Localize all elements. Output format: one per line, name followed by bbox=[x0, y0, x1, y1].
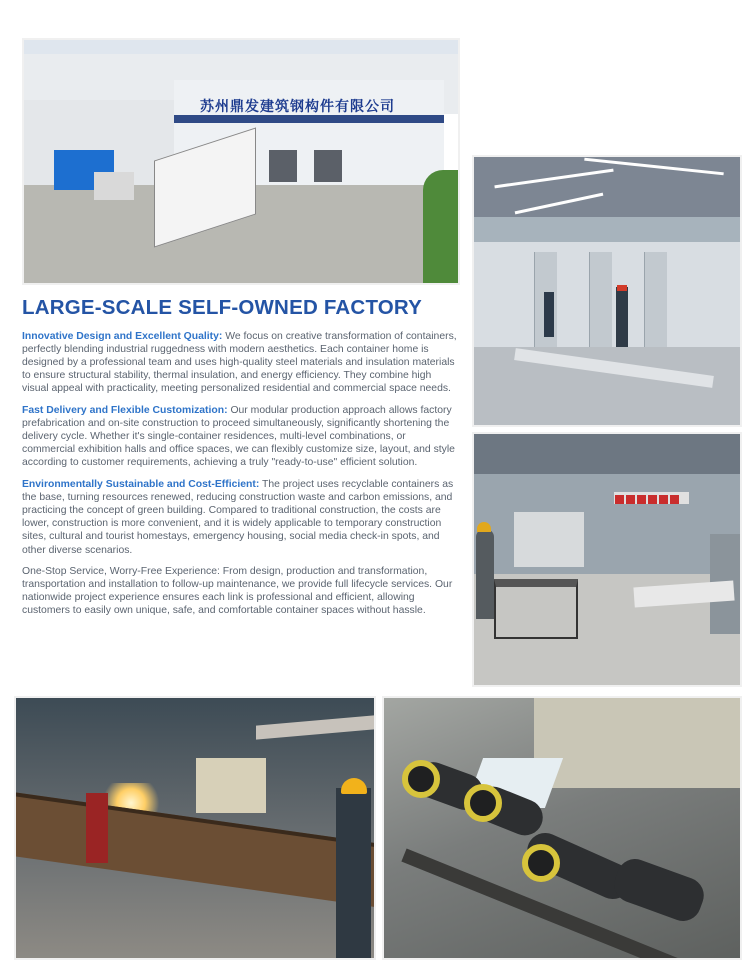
steel-pipes-photo bbox=[382, 696, 742, 960]
paragraph-body: Our modular production approach allows factory prefabrication and on-site construction to proceed simultaneously, significantly shortening the delivery cycle. Whether it's single-container residences, multi-level combinations, or commercial exhibition halls and office spaces, we can flexibly customize size, layout, and style according to customer requirements, achieving a truly "ready-to-use" efficient solution. bbox=[22, 404, 455, 469]
paragraph-design bbox=[22, 330, 460, 396]
paragraph-sustainable bbox=[22, 478, 460, 557]
workshop-interior-photo bbox=[472, 432, 742, 687]
welding-photo bbox=[14, 696, 376, 960]
paragraph-lead: Environmentally Sustainable and Cost-Efficient: bbox=[22, 478, 260, 490]
paragraph-delivery bbox=[22, 404, 460, 470]
page-title: LARGE-SCALE SELF-OWNED FACTORY bbox=[22, 296, 423, 319]
paragraph-lead: Fast Delivery and Flexible Customization: bbox=[22, 404, 228, 416]
factory-sign: 苏州鼎发建筑钢构件有限公司 bbox=[200, 98, 395, 114]
paragraph-body: One-Stop Service, Worry-Free Experience: From design, production and transformation, transportation and installation to follow-up maintenance, we provide full lifecycle services. Our nationwide project experience ensures each link is professional and efficient, allowing customers to easily own unique, safe, and comfortable container spaces without hassle. bbox=[22, 565, 453, 617]
paragraph-service bbox=[22, 565, 460, 618]
workshop-banner bbox=[614, 492, 689, 504]
factory-description bbox=[22, 296, 460, 618]
paragraph-body: The project uses recyclable containers as the base, turning resources renewed, reducing construction waste and carbon emissions, and practicing the concept of green building. Compared to traditional construction, the costs are lower, construction is more convenient, and it is widely applicable to temporary construction sites, cultural and tourist homestays, emergency housing, social media check-in spots, and other diverse scenarios. bbox=[22, 478, 454, 556]
factory-exterior-photo bbox=[22, 38, 460, 285]
paragraph-lead: Innovative Design and Excellent Quality: bbox=[22, 330, 223, 342]
workshop-prefab-photo bbox=[472, 155, 742, 427]
paragraph-body: We focus on creative transformation of containers, perfectly blending industrial ruggedness with modern aesthetics. Each container home is designed by a professional team and uses high-quality steel materials and insulation materials to ensure structural stability, thermal insulation, and energy efficiency. They combine high visual appeal with practicality, meeting personalized residential and commercial space needs. bbox=[22, 330, 457, 395]
